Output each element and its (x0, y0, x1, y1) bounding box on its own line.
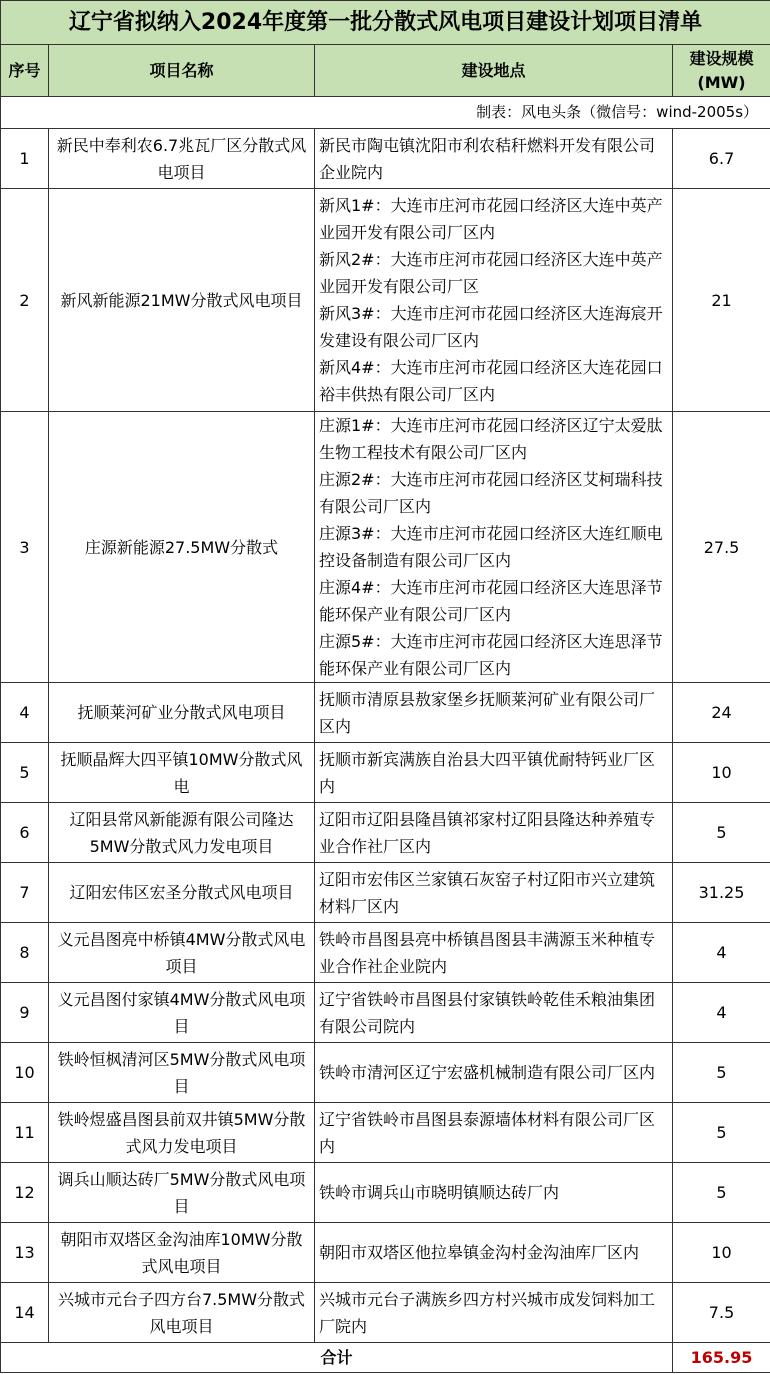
location-line: 辽宁省铁岭市昌图县付家镇铁岭乾佳禾粮油集团有限公司院内 (319, 989, 656, 1036)
row-seq: 5 (1, 743, 49, 803)
location-line: 辽阳市辽阳县隆昌镇祁家村辽阳县隆达种养殖专业合作社厂区内 (319, 809, 656, 856)
table-row (1, 1223, 770, 1283)
row-location (315, 1283, 673, 1343)
total-value: 165.95 (673, 1343, 770, 1373)
row-scale: 27.5 (673, 412, 770, 683)
row-seq: 12 (1, 1163, 49, 1223)
row-seq: 3 (1, 412, 49, 683)
row-seq: 4 (1, 683, 49, 743)
row-scale: 24 (673, 683, 770, 743)
location-line: 庄源4#：大连市庄河市花园口经济区大连思泽节能环保产业有限公司厂区内 (319, 578, 663, 624)
row-location (315, 983, 673, 1043)
row-location (315, 1043, 673, 1103)
table-row (1, 683, 770, 743)
table-row (1, 983, 770, 1043)
header-seq: 序号 (1, 45, 49, 97)
table-row (1, 1043, 770, 1103)
table-title: 辽宁省拟纳入2024年度第一批分散式风电项目建设计划项目清单 (1, 1, 770, 45)
row-location (315, 683, 673, 743)
row-seq: 1 (1, 129, 49, 189)
table-row (1, 1103, 770, 1163)
location-line: 新风4#：大连市庄河市花园口经济区大连花园口裕丰供热有限公司厂区内 (319, 358, 663, 404)
location-line: 庄源1#：大连市庄河市花园口经济区辽宁太爱肽生物工程技术有限公司厂区内 (319, 416, 663, 462)
row-project-name: 抚顺莱河矿业分散式风电项目 (49, 683, 315, 743)
row-project-name: 调兵山顺达砖厂5MW分散式风电项目 (49, 1163, 315, 1223)
table-row (1, 743, 770, 803)
table-row (1, 1163, 770, 1223)
header-scale: 建设规模(MW) (673, 45, 770, 97)
location-line: 兴城市元台子满族乡四方村兴城市成发饲料加工厂院内 (319, 1289, 656, 1336)
row-scale: 4 (673, 983, 770, 1043)
location-line: 铁岭市昌图县亮中桥镇昌图县丰满源玉米种植专业合作社企业院内 (319, 929, 656, 976)
row-location (315, 743, 673, 803)
location-line: 辽阳市宏伟区兰家镇石灰窑子村辽阳市兴立建筑材料厂区内 (319, 869, 656, 916)
table-row (1, 863, 770, 923)
row-seq: 10 (1, 1043, 49, 1103)
row-project-name: 朝阳市双塔区金沟油库10MW分散式风电项目 (49, 1223, 315, 1283)
location-line: 新风2#：大连市庄河市花园口经济区大连中英产业园开发有限公司厂区 (319, 250, 663, 296)
row-project-name: 庄源新能源27.5MW分散式 (49, 412, 315, 683)
row-seq: 2 (1, 189, 49, 412)
row-scale: 6.7 (673, 129, 770, 189)
row-location (315, 189, 673, 412)
row-project-name: 义元昌图付家镇4MW分散式风电项目 (49, 983, 315, 1043)
table-row (1, 1283, 770, 1343)
location-line: 新民市陶屯镇沈阳市利农秸秆燃料开发有限公司企业院内 (319, 135, 656, 182)
table-row (1, 129, 770, 189)
row-project-name: 铁岭恒枫清河区5MW分散式风电项目 (49, 1043, 315, 1103)
row-seq: 13 (1, 1223, 49, 1283)
row-scale: 5 (673, 1163, 770, 1223)
location-line: 辽宁省铁岭市昌图县泰源墙体材料有限公司厂区内 (319, 1109, 656, 1156)
total-label: 合计 (1, 1343, 673, 1373)
row-location (315, 923, 673, 983)
location-line: 抚顺市新宾满族自治县大四平镇优耐特钙业厂区内 (319, 749, 656, 796)
header-location: 建设地点 (315, 45, 673, 97)
row-location (315, 412, 673, 683)
row-seq: 9 (1, 983, 49, 1043)
row-scale: 21 (673, 189, 770, 412)
table-row (1, 412, 770, 683)
row-project-name: 辽阳县常风新能源有限公司隆达5MW分散式风力发电项目 (49, 803, 315, 863)
table-row (1, 803, 770, 863)
row-seq: 14 (1, 1283, 49, 1343)
location-line: 新风1#：大连市庄河市花园口经济区大连中英产业园开发有限公司厂区内 (319, 196, 663, 242)
row-seq: 8 (1, 923, 49, 983)
total-row (1, 1343, 770, 1373)
row-location (315, 1223, 673, 1283)
row-location (315, 863, 673, 923)
location-line: 朝阳市双塔区他拉皋镇金沟村金沟油库厂区内 (319, 1243, 640, 1262)
row-project-name: 铁岭煜盛昌图县前双井镇5MW分散式风力发电项目 (49, 1103, 315, 1163)
location-line: 铁岭市调兵山市晓明镇顺达砖厂内 (319, 1183, 560, 1202)
row-location (315, 1103, 673, 1163)
table-row (1, 189, 770, 412)
row-scale: 10 (673, 1223, 770, 1283)
row-scale: 5 (673, 1043, 770, 1103)
row-project-name: 新风新能源21MW分散式风电项目 (49, 189, 315, 412)
row-scale: 7.5 (673, 1283, 770, 1343)
row-seq: 11 (1, 1103, 49, 1163)
row-scale: 31.25 (673, 863, 770, 923)
row-location (315, 129, 673, 189)
table-row (1, 923, 770, 983)
row-project-name: 抚顺晶辉大四平镇10MW分散式风电 (49, 743, 315, 803)
row-seq: 6 (1, 803, 49, 863)
location-line: 庄源2#：大连市庄河市花园口经济区艾柯瑞科技有限公司厂区内 (319, 470, 663, 516)
location-line: 新风3#：大连市庄河市花园口经济区大连海宸开发建设有限公司厂区内 (319, 304, 663, 350)
row-scale: 5 (673, 1103, 770, 1163)
header-name: 项目名称 (49, 45, 315, 97)
credit-line: 制表：风电头条（微信号：wind-2005s） (1, 97, 770, 129)
row-scale: 10 (673, 743, 770, 803)
row-seq: 7 (1, 863, 49, 923)
row-project-name: 新民中奉利农6.7兆瓦厂区分散式风电项目 (49, 129, 315, 189)
location-line: 庄源3#：大连市庄河市花园口经济区大连红顺电控设备制造有限公司厂区内 (319, 524, 663, 570)
location-line: 抚顺市清原县敖家堡乡抚顺莱河矿业有限公司厂区内 (319, 689, 656, 736)
row-scale: 4 (673, 923, 770, 983)
row-location (315, 1163, 673, 1223)
row-location (315, 803, 673, 863)
row-project-name: 辽阳宏伟区宏圣分散式风电项目 (49, 863, 315, 923)
row-project-name: 兴城市元台子四方台7.5MW分散式风电项目 (49, 1283, 315, 1343)
row-scale: 5 (673, 803, 770, 863)
row-project-name: 义元昌图亮中桥镇4MW分散式风电项目 (49, 923, 315, 983)
location-line: 庄源5#：大连市庄河市花园口经济区大连思泽节能环保产业有限公司厂区内 (319, 632, 663, 678)
location-line: 铁岭市清河区辽宁宏盛机械制造有限公司厂区内 (319, 1063, 656, 1082)
